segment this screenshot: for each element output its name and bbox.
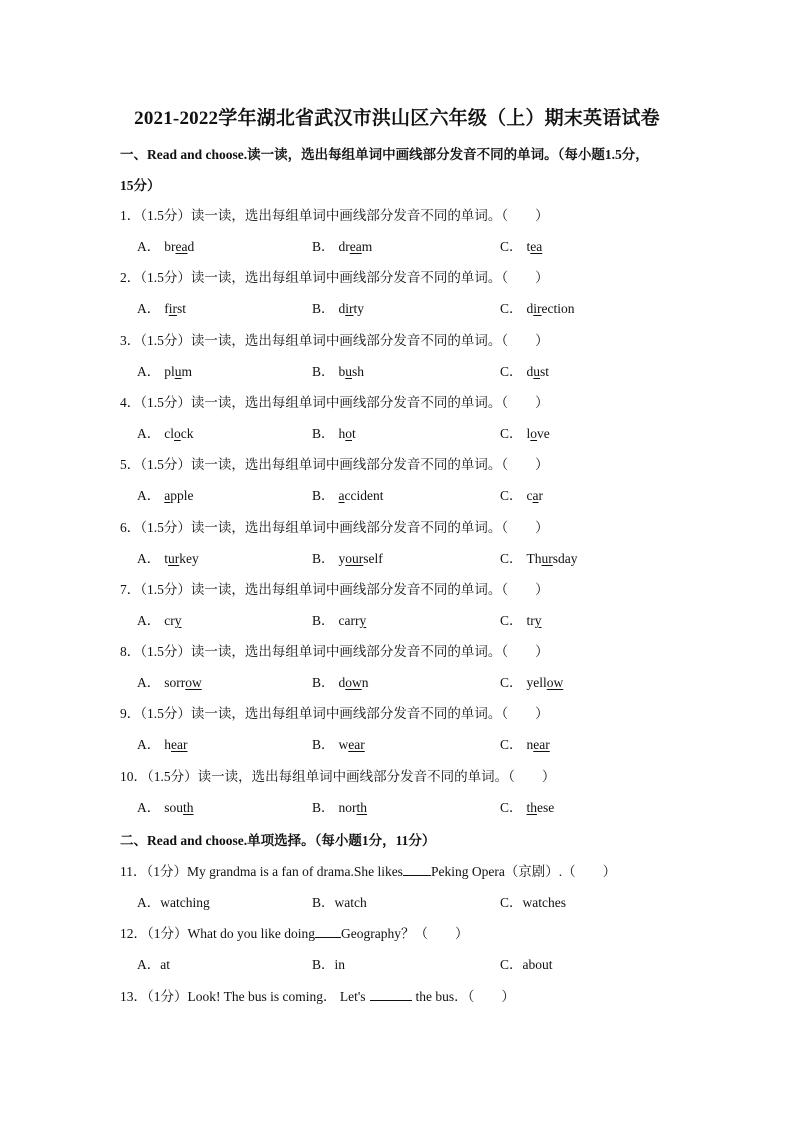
option-a — [137, 798, 194, 818]
word-part: c — [526, 488, 533, 503]
underlined-part: ea — [530, 239, 543, 254]
underlined-part: ir — [533, 301, 542, 316]
option-letter: B． — [312, 364, 335, 379]
section-1-heading-line2: 15分） — [120, 178, 161, 193]
word-part: sday — [552, 551, 578, 566]
word-part: h — [164, 737, 171, 752]
question-number: 1． — [120, 208, 141, 223]
option-a: A．at — [137, 957, 170, 972]
option-letter: A． — [137, 613, 161, 628]
word-part: w — [338, 737, 349, 752]
question-4 — [120, 393, 700, 413]
word-part: m — [181, 364, 193, 379]
question-number: 9． — [120, 706, 141, 721]
word-part: h — [338, 426, 346, 441]
option-b — [312, 237, 372, 257]
option-b: B．watch — [312, 895, 367, 910]
option-letter: B． — [312, 301, 335, 316]
word-part: yell — [526, 675, 547, 690]
option-c — [500, 486, 543, 506]
underlined-part: th — [356, 800, 368, 815]
question-number: 3． — [120, 333, 141, 348]
question-8 — [120, 642, 700, 662]
word-part: b — [338, 364, 346, 379]
question-number: 11． — [120, 864, 147, 879]
option-letter: B． — [312, 800, 335, 815]
question-stem: （1.5分）读一读，选出每组单词中画线部分发音不同的单词。（ ） — [140, 706, 549, 721]
word-part: carr — [338, 613, 360, 628]
word-part: d — [338, 301, 346, 316]
word-part: f — [164, 301, 169, 316]
question-stem-start: （1分）My grandma is a fan of drama.She likes — [146, 864, 403, 879]
option-a: A．watching — [137, 895, 210, 910]
answer-blank — [403, 862, 431, 876]
question-stem-end: Geography？（ ） — [340, 926, 469, 941]
option-a — [137, 299, 186, 319]
word-part: d — [526, 301, 534, 316]
underlined-part: ir — [345, 301, 354, 316]
word-part: ese — [537, 800, 555, 815]
option-a — [137, 237, 194, 257]
word-part: pl — [164, 364, 175, 379]
question-12 — [120, 924, 700, 944]
underlined-part: ow — [546, 675, 564, 690]
underlined-part: u — [345, 364, 353, 379]
option-letter: C． — [500, 364, 523, 379]
underlined-part: o — [174, 426, 181, 441]
word-part: sou — [164, 800, 184, 815]
question-3 — [120, 331, 700, 351]
question-5 — [120, 455, 700, 475]
option-c: C．watches — [500, 895, 566, 910]
question-7 — [120, 580, 700, 600]
option-letter: B． — [312, 239, 335, 254]
option-letter: C． — [500, 737, 523, 752]
underlined-part: ur — [541, 551, 553, 566]
question-stem: （1.5分）读一读，选出每组单词中画线部分发音不同的单词。（ ） — [140, 333, 549, 348]
option-c — [500, 611, 542, 631]
option-c — [500, 424, 550, 444]
underlined-part: o — [345, 426, 353, 441]
question-6 — [120, 518, 700, 538]
option-letter: B． — [312, 551, 335, 566]
section-1-heading-line1: 一、Read and choose.读一读，选出每组单词中画线部分发音不同的单词。（每小题1.5分， — [120, 147, 649, 162]
option-a — [137, 486, 194, 506]
option-a — [137, 424, 194, 444]
underlined-part: a — [532, 488, 539, 503]
page-title: 2021-2022学年湖北省武汉市洪山区六年级（上）期末英语试卷 — [134, 108, 660, 129]
underlined-part: y — [359, 613, 367, 628]
underlined-part: ur — [168, 551, 180, 566]
option-letter: C． — [500, 800, 523, 815]
option-c — [500, 735, 550, 755]
word-part: self — [363, 551, 383, 566]
underlined-part: ow — [345, 675, 362, 690]
word-part: key — [179, 551, 199, 566]
option-letter: A． — [137, 551, 161, 566]
question-number: 8． — [120, 644, 141, 659]
question-stem: （1.5分）读一读，选出每组单词中画线部分发音不同的单词。（ ） — [140, 395, 549, 410]
section-2-heading: 二、Read and choose.单项选择。（每小题1分，11分） — [120, 833, 436, 848]
option-letter: C． — [500, 239, 523, 254]
underlined-part: ea — [349, 239, 362, 254]
question-stem-start: （1分）Look! The bus is coming． Let's — [147, 989, 366, 1004]
question-stem: （1.5分）读一读，选出每组单词中画线部分发音不同的单词。（ ） — [140, 582, 549, 597]
question-number: 12． — [120, 926, 147, 941]
option-letter: A． — [137, 737, 161, 752]
answer-blank — [315, 924, 341, 938]
underlined-part: ea — [175, 239, 188, 254]
word-part: ccident — [344, 488, 384, 503]
option-letter: B． — [312, 737, 335, 752]
option-b — [312, 424, 356, 444]
word-part: br — [164, 239, 176, 254]
option-b — [312, 798, 367, 818]
underlined-part: our — [345, 551, 364, 566]
question-stem-end: the bus．（ ） — [415, 989, 515, 1004]
option-letter: C． — [500, 426, 523, 441]
option-letter: A． — [137, 239, 161, 254]
option-letter: A． — [137, 301, 161, 316]
word-part: n — [526, 737, 534, 752]
answer-blank — [370, 987, 412, 1001]
word-part: ve — [537, 426, 550, 441]
question-number: 4． — [120, 395, 141, 410]
word-part: d — [338, 675, 346, 690]
word-part: ck — [180, 426, 194, 441]
option-letter: C． — [500, 301, 523, 316]
word-part: st — [540, 364, 550, 379]
question-number: 13． — [120, 989, 147, 1004]
word-part: sorr — [164, 675, 186, 690]
underlined-part: ow — [185, 675, 202, 690]
word-part: sh — [352, 364, 365, 379]
option-b — [312, 611, 366, 631]
underlined-part: ir — [168, 301, 177, 316]
option-letter: C． — [500, 488, 523, 503]
option-b — [312, 735, 365, 755]
question-stem: （1.5分）读一读，选出每组单词中画线部分发音不同的单词。（ ） — [147, 769, 556, 784]
question-13 — [120, 987, 700, 1007]
option-c — [500, 237, 542, 257]
word-part: t — [526, 239, 531, 254]
word-part: y — [338, 551, 346, 566]
word-part: tr — [526, 613, 535, 628]
question-number: 10． — [120, 769, 147, 784]
word-part: ection — [541, 301, 575, 316]
option-c — [500, 673, 563, 693]
option-b: B．in — [312, 957, 346, 972]
underlined-part: y — [534, 613, 542, 628]
question-2 — [120, 268, 700, 288]
option-c — [500, 299, 575, 319]
option-b — [312, 486, 384, 506]
underlined-part: o — [530, 426, 538, 441]
word-part: Th — [526, 551, 542, 566]
option-c — [500, 798, 554, 818]
underlined-part: u — [174, 364, 182, 379]
underlined-part: u — [533, 364, 541, 379]
option-a — [137, 673, 202, 693]
word-part: cr — [164, 613, 175, 628]
word-part: t — [164, 551, 169, 566]
option-letter: B． — [312, 488, 335, 503]
word-part: st — [177, 301, 187, 316]
option-b — [312, 549, 383, 569]
option-b — [312, 299, 364, 319]
underlined-part: y — [174, 613, 182, 628]
question-10 — [120, 767, 700, 787]
question-stem-end: Peking Opera（京剧）.（ ） — [430, 864, 617, 879]
word-part: dr — [338, 239, 350, 254]
option-letter: B． — [312, 613, 335, 628]
option-letter: A． — [137, 488, 161, 503]
option-letter: A． — [137, 364, 161, 379]
question-stem: （1.5分）读一读，选出每组单词中画线部分发音不同的单词。（ ） — [140, 520, 549, 535]
option-c: C．about — [500, 957, 553, 972]
underlined-part: th — [526, 800, 538, 815]
word-part: d — [187, 239, 195, 254]
option-c — [500, 362, 549, 382]
question-1 — [120, 206, 700, 226]
underlined-part: ear — [533, 737, 550, 752]
question-stem: （1.5分）读一读，选出每组单词中画线部分发音不同的单词。（ ） — [140, 644, 549, 659]
question-stem: （1.5分）读一读，选出每组单词中画线部分发音不同的单词。（ ） — [140, 208, 549, 223]
question-number: 2． — [120, 270, 141, 285]
question-number: 6． — [120, 520, 141, 535]
option-letter: C． — [500, 613, 523, 628]
word-part: nor — [338, 800, 357, 815]
word-part: ty — [353, 301, 365, 316]
question-stem: （1.5分）读一读，选出每组单词中画线部分发音不同的单词。（ ） — [140, 270, 549, 285]
option-letter: A． — [137, 800, 161, 815]
question-stem: （1.5分）读一读，选出每组单词中画线部分发音不同的单词。（ ） — [140, 457, 549, 472]
word-part: cl — [164, 426, 174, 441]
option-c — [500, 549, 578, 569]
underlined-part: a — [164, 488, 171, 503]
option-letter: C． — [500, 551, 523, 566]
option-a — [137, 735, 187, 755]
option-a — [137, 362, 192, 382]
word-part: pple — [170, 488, 194, 503]
word-part: d — [526, 364, 534, 379]
option-letter: C． — [500, 675, 523, 690]
option-letter: A． — [137, 426, 161, 441]
word-part: t — [352, 426, 356, 441]
question-9 — [120, 704, 700, 724]
option-letter: B． — [312, 675, 335, 690]
word-part: m — [361, 239, 373, 254]
question-number: 5． — [120, 457, 141, 472]
word-part: n — [361, 675, 369, 690]
underlined-part: th — [183, 800, 194, 815]
option-a — [137, 611, 182, 631]
option-b — [312, 673, 369, 693]
question-stem-start: （1分）What do you like doing — [147, 926, 315, 941]
word-part: l — [526, 426, 531, 441]
underlined-part: a — [338, 488, 345, 503]
question-11 — [120, 862, 700, 882]
question-number: 7． — [120, 582, 141, 597]
underlined-part: ear — [348, 737, 365, 752]
option-letter: A． — [137, 675, 161, 690]
option-b — [312, 362, 364, 382]
option-a — [137, 549, 199, 569]
word-part: r — [538, 488, 544, 503]
underlined-part: ear — [171, 737, 188, 752]
option-letter: B． — [312, 426, 335, 441]
